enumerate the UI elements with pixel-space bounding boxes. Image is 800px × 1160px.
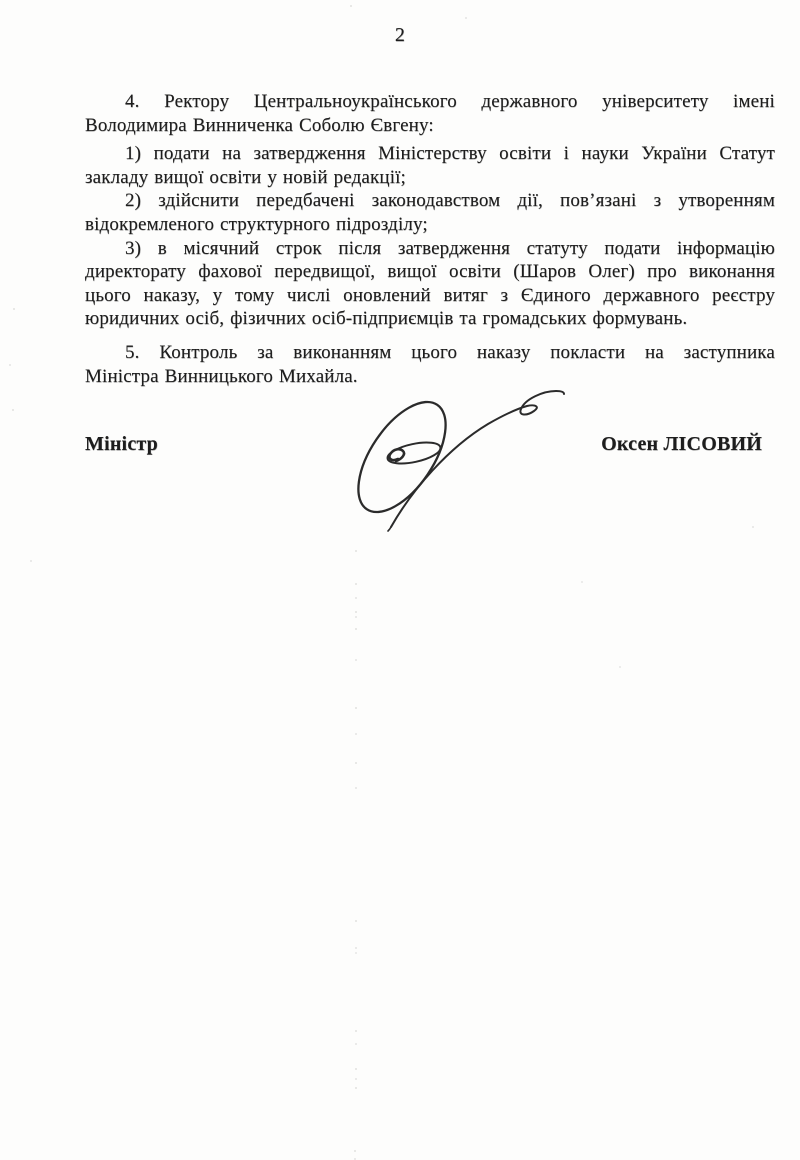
scan-artifact-dots [13,308,15,310]
text-line: 2) здійснити передбачені законодавством дії, пов’язані з утворенням [125,190,775,212]
text-line: Володимира Винниченка Соболю Євгену: [85,114,434,136]
text-line: відокремленого структурного підрозділу; [85,213,428,235]
scan-artifact-dots [350,5,352,7]
text-line: 1) подати на затвердження Міністерству освіти і науки України Статут [125,143,775,165]
handwritten-signature-icon [338,386,578,541]
paragraph-item-5 [85,341,775,388]
text-line: 5. Контроль за виконанням цього наказу покласти на заступника [125,341,775,363]
paragraph-subitem-1 [85,142,775,189]
text-line: цього наказу, у тому числі оновлений витяг з Єдиного державного реєстру [85,284,775,306]
text-line: Міністра Винницького Михайла. [85,365,358,387]
signer-name: Оксен ЛІСОВИЙ [601,433,762,456]
paragraph-subitem-2 [85,189,775,236]
text-line: 3) в місячний строк після затвердження статуту подати інформацію [125,237,775,259]
paragraph-subitem-3 [85,237,775,331]
scan-artifact-dots [355,550,357,552]
document-body [85,90,775,388]
minister-role-label: Міністр [85,433,158,456]
text-line: 4. Ректору Центральноукраїнського державного університету імені [125,91,775,112]
paragraph-item-4 [85,90,775,137]
page-number: 2 [394,24,406,46]
text-line: закладу вищої освіти у новій редакції; [85,166,406,188]
text-line: юридичних осіб, фізичних осіб-підприємців та громадських формувань. [85,308,688,330]
text-line: директорату фахової передвищої, вищої освіти (Шаров Олег) про виконання [85,261,775,283]
signature-block [85,432,762,456]
